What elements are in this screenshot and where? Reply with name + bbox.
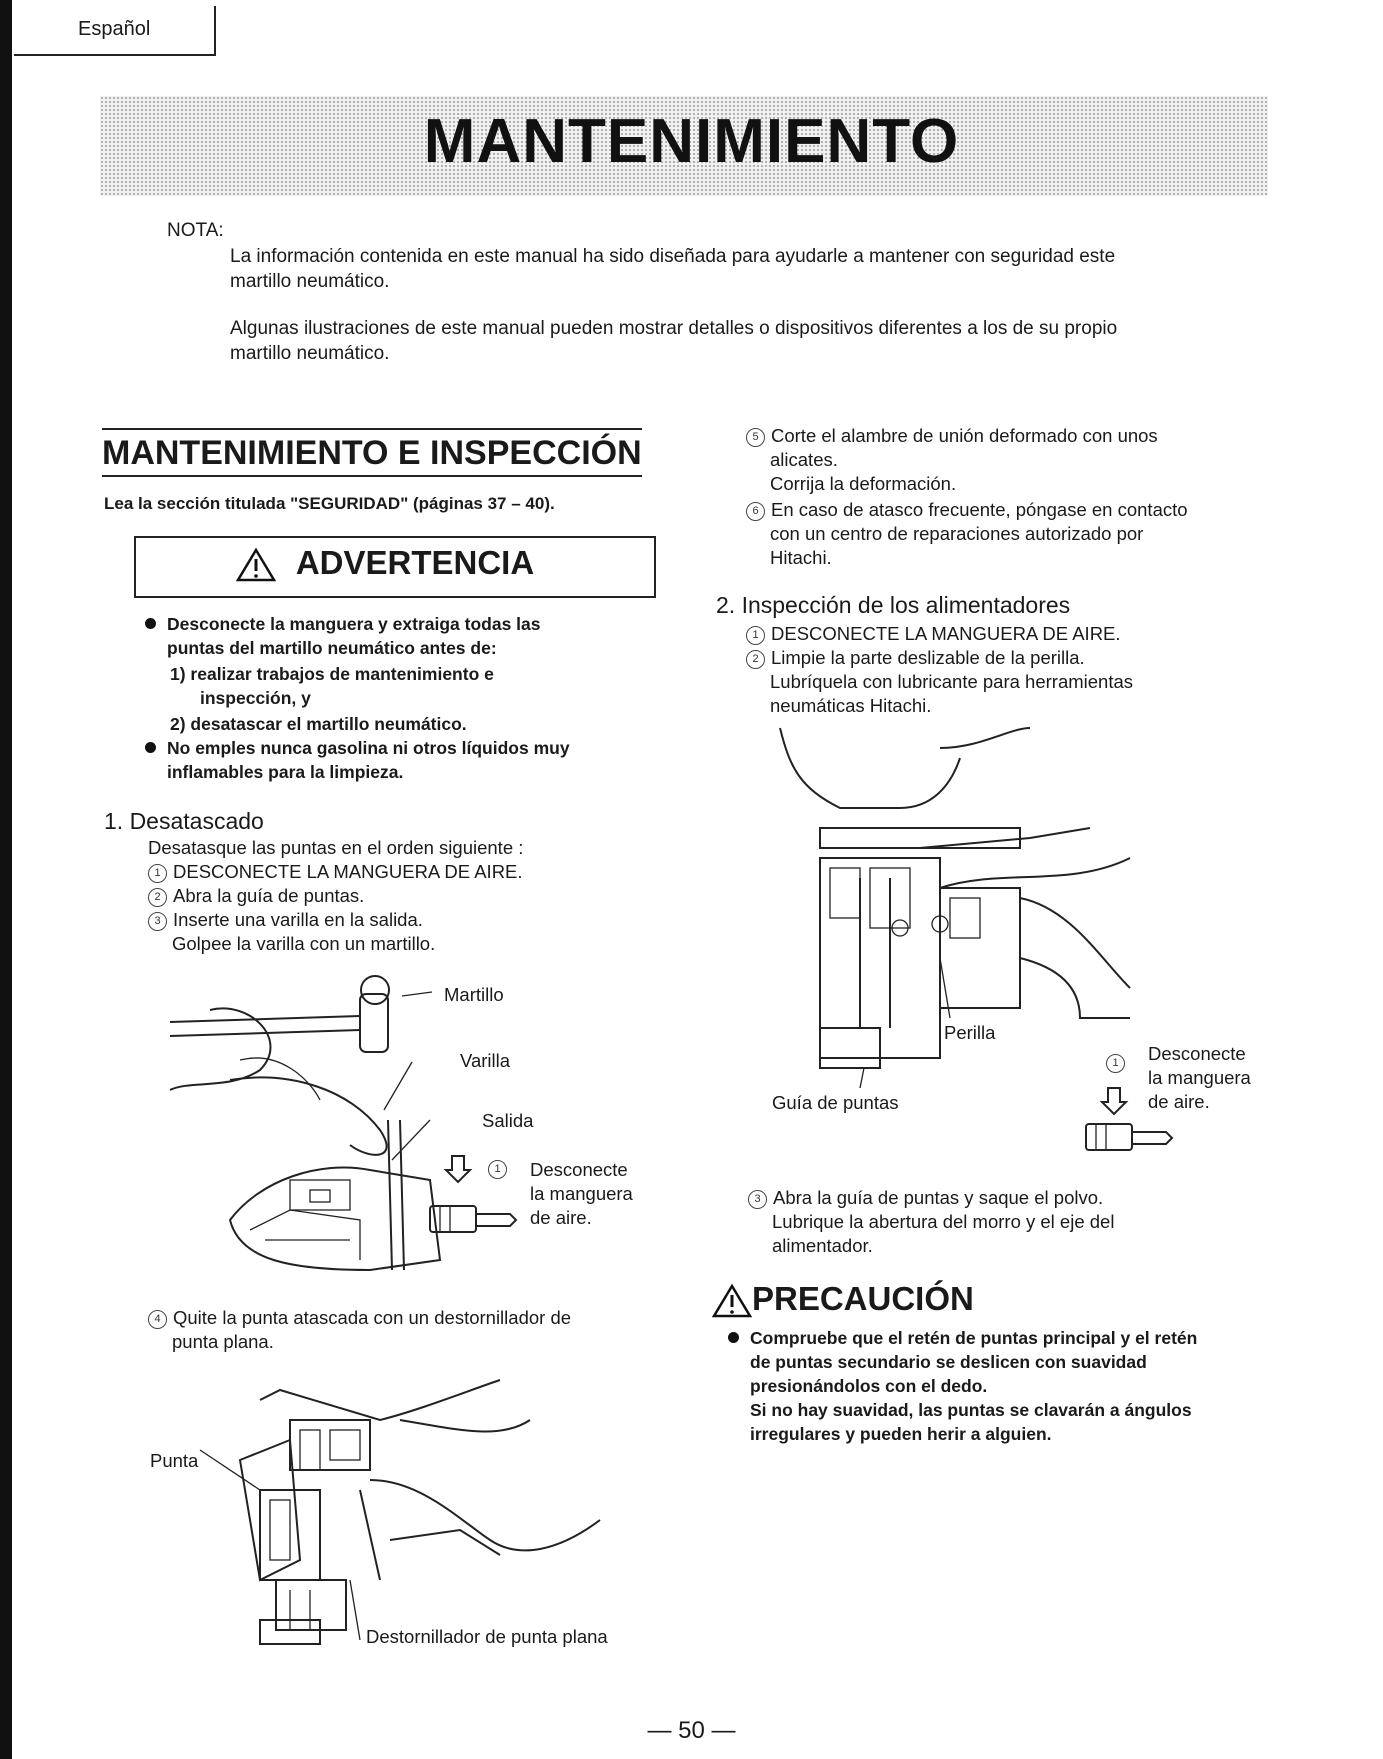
label-disconnect-hose-1 — [530, 1158, 633, 1230]
desatascado-step-2 — [148, 884, 364, 908]
caution-triangle-icon — [712, 1284, 752, 1318]
step-5-line2: alicates. — [770, 449, 838, 470]
label-perilla: Perilla — [944, 1022, 996, 1043]
step-number-marker: 2 — [746, 650, 765, 669]
page-title: MANTENIMIENTO — [423, 107, 960, 176]
insp-step-2-line2: Lubríquela con lubricante para herramientas — [770, 671, 1134, 692]
warning-b2-line1: No emples nunca gasolina ni otros líquidos muy — [167, 738, 570, 758]
step-number-marker: 4 — [148, 1310, 167, 1329]
step-number-marker: 6 — [746, 502, 765, 521]
step-6-line3: Hitachi. — [770, 547, 832, 568]
insp-step-1-text: DESCONECTE LA MANGUERA DE AIRE. — [771, 623, 1121, 644]
step-3-text: Inserte una varilla en la salida. — [173, 909, 423, 930]
nota-paragraph-1 — [230, 244, 1240, 294]
label-guia-de-puntas: Guía de puntas — [772, 1092, 899, 1113]
disc1-line3: de aire. — [530, 1207, 592, 1228]
label-punta: Punta — [150, 1450, 199, 1471]
inspeccion-heading: 2. Inspección de los alimentadores — [716, 592, 1071, 618]
caution-line1: Compruebe que el retén de puntas principal y el retén — [750, 1328, 1198, 1348]
step-number-marker: 3 — [748, 1190, 767, 1209]
inspeccion-step-3 — [748, 1186, 1114, 1258]
warning-title: ADVERTENCIA — [295, 544, 535, 581]
nota-p1-line2: martillo neumático. — [230, 271, 390, 292]
label-martillo: Martillo — [444, 984, 504, 1005]
caution-line2: de puntas secundario se deslicen con suavidad — [750, 1352, 1147, 1372]
step-number-marker: 1 — [1106, 1054, 1125, 1073]
warning-i1-line1: 1) realizar trabajos de mantenimiento e — [170, 664, 494, 684]
step-number-marker: 1 — [488, 1160, 507, 1179]
warning-bullet-2 — [167, 736, 570, 784]
disc2-line1: Desconecte — [1148, 1043, 1246, 1064]
page-number: — 50 — — [647, 1717, 736, 1744]
step-number-marker: 3 — [148, 912, 167, 931]
desatascado-step-3 — [148, 908, 423, 932]
language-label: Español — [78, 18, 151, 40]
caution-line5: irregulares y pueden herir a alguien. — [750, 1424, 1052, 1444]
section-reference: Lea la sección titulada "SEGURIDAD" (páginas 37 – 40). — [104, 494, 555, 513]
insp-step-3-line2: Lubrique la abertura del morro y el eje del — [772, 1211, 1115, 1232]
disc2-line2: la manguera — [1148, 1067, 1251, 1088]
inspeccion-step-2 — [746, 646, 1133, 718]
warning-b1-line2: puntas del martillo neumático antes de: — [167, 638, 497, 658]
page-left-edge — [0, 0, 12, 1759]
disc1-line2: la manguera — [530, 1183, 633, 1204]
step-number-marker: 1 — [746, 626, 765, 645]
step-number-marker: 5 — [746, 428, 765, 447]
insp-step-3-line1: Abra la guía de puntas y saque el polvo. — [773, 1187, 1104, 1208]
step-2-text: Abra la guía de puntas. — [173, 885, 365, 906]
insp-step-2-line3: neumáticas Hitachi. — [770, 695, 932, 716]
step-4-text-line1: Quite la punta atascada con un destornillador de — [173, 1307, 572, 1328]
desatascado-step-1 — [148, 860, 523, 884]
caution-line3: presionándolos con el dedo. — [750, 1376, 988, 1396]
nota-p2-line1: Algunas ilustraciones de este manual pueden mostrar detalles o dispositivos diferentes a los de su propio — [230, 318, 1118, 339]
warning-item-2: 2) desatascar el martillo neumático. — [170, 714, 467, 734]
figure-screwdriver-illustration — [200, 1380, 660, 1650]
step-number-marker: 1 — [148, 864, 167, 883]
disc2-line3: de aire. — [1148, 1091, 1210, 1112]
section-title: MANTENIMIENTO E INSPECCIÓN — [102, 428, 642, 477]
desatascado-step-4 — [148, 1306, 571, 1354]
caution-bullet — [750, 1326, 1197, 1446]
step-number-marker: 2 — [148, 888, 167, 907]
step-5-line1: Corte el alambre de unión deformado con unos — [771, 425, 1158, 446]
desatascado-step-3b: Golpee la varilla con un martillo. — [172, 933, 436, 954]
disc1-line1: Desconecte — [530, 1159, 628, 1180]
insp-step-3-line3: alimentador. — [772, 1235, 873, 1256]
nota-label: NOTA: — [167, 220, 224, 241]
step-6 — [746, 498, 1188, 570]
desatascado-intro: Desatasque las puntas en el orden siguiente : — [148, 837, 524, 858]
inspeccion-step-1 — [746, 622, 1121, 646]
caution-line4: Si no hay suavidad, las puntas se clavarán a ángulos — [750, 1400, 1192, 1420]
step-5-line3: Corrija la deformación. — [770, 473, 957, 494]
warning-b2-line2: inflamables para la limpieza. — [167, 762, 404, 782]
warning-i1-line2: inspección, y — [200, 688, 311, 708]
step-6-line2: con un centro de reparaciones autorizado por — [770, 523, 1144, 544]
warning-bullet-1 — [167, 612, 541, 660]
disconnect-arrow-hose-icon — [1080, 1088, 1200, 1158]
nota-paragraph-2 — [230, 316, 1240, 366]
step-1-text: DESCONECTE LA MANGUERA DE AIRE. — [173, 861, 523, 882]
nota-p2-line2: martillo neumático. — [230, 343, 390, 364]
step-5 — [746, 424, 1158, 496]
nota-p1-line1: La información contenida en este manual ha sido diseñada para ayudarle a mantener con seguridad este — [230, 246, 1116, 267]
label-destornillador: Destornillador de punta plana — [366, 1626, 608, 1647]
warning-item-1 — [170, 662, 494, 710]
desatascado-heading: 1. Desatascado — [104, 808, 264, 834]
figure-hammer-rod-illustration — [170, 970, 650, 1280]
label-varilla: Varilla — [460, 1050, 511, 1071]
fig3-step-marker — [1106, 1054, 1131, 1073]
step-4-text-line2: punta plana. — [172, 1331, 274, 1352]
insp-step-2-line1: Limpie la parte deslizable de la perilla. — [771, 647, 1085, 668]
step-6-line1: En caso de atasco frecuente, póngase en contacto — [771, 499, 1188, 520]
warning-b1-line1: Desconecte la manguera y extraiga todas las — [167, 614, 541, 634]
label-salida: Salida — [482, 1110, 534, 1131]
caution-title: PRECAUCIÓN — [752, 1280, 974, 1317]
fig1-step-marker — [488, 1160, 513, 1179]
